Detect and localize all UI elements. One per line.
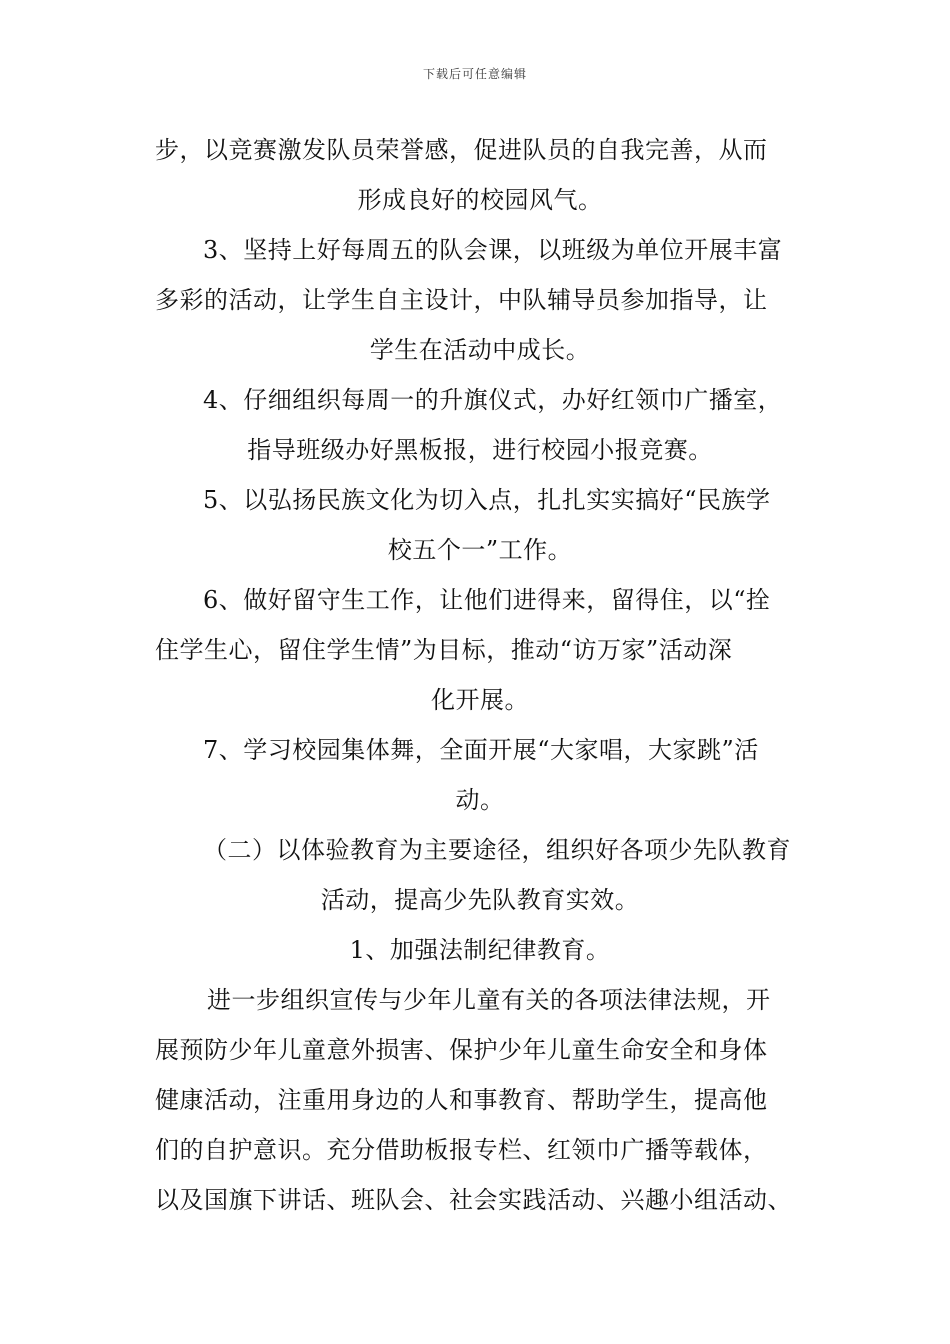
text-line: 学生在活动中成长。 bbox=[369, 336, 591, 364]
text-line: 健康活动，注重用身边的人和事教育、帮助学生，提高他 bbox=[155, 1086, 768, 1114]
text-line: 7、学习校园集体舞，全面开展“大家唱，大家跳”活 bbox=[203, 736, 759, 764]
text-line: 多彩的活动，让学生自主设计，中队辅导员参加指导，让 bbox=[155, 286, 768, 314]
section-heading-cont: 活动，提高少先队教育实效。 bbox=[320, 886, 640, 914]
text-line: 们的自护意识。充分借助板报专栏、红领巾广播等载体， bbox=[155, 1136, 768, 1164]
page-header: 下载后可任意编辑 bbox=[422, 67, 527, 81]
text-line: 动。 bbox=[455, 786, 505, 814]
document-body bbox=[155, 125, 805, 1225]
text-line: 以及国旗下讲话、班队会、社会实践活动、兴趣小组活动、 bbox=[155, 1186, 792, 1214]
text-line: 住学生心，留住学生情”为目标，推动“访万家”活动深 bbox=[155, 636, 733, 664]
text-line: 6、做好留守生工作，让他们进得来，留得住，以“拴 bbox=[203, 586, 771, 614]
text-line: 5、以弘扬民族文化为切入点，扎扎实实搞好“民族学 bbox=[203, 486, 771, 514]
subsection-heading: 1、加强法制纪律教育。 bbox=[349, 936, 611, 964]
section-heading: （二）以体验教育为主要途径，组织好各项少先队教育 bbox=[203, 836, 791, 864]
text-line: 4、仔细组织每周一的升旗仪式，办好红领巾广播室， bbox=[203, 386, 783, 414]
text-line: 3、坚持上好每周五的队会课，以班级为单位开展丰富 bbox=[203, 236, 783, 264]
text-line: 步，以竞赛激发队员荣誉感，促进队员的自我完善，从而 bbox=[155, 136, 768, 164]
text-line: 展预防少年儿童意外损害、保护少年儿童生命安全和身体 bbox=[155, 1036, 768, 1064]
text-line: 化开展。 bbox=[431, 686, 529, 714]
text-line: 指导班级办好黑板报，进行校园小报竞赛。 bbox=[247, 436, 713, 464]
text-line: 进一步组织宣传与少年儿童有关的各项法律法规，开 bbox=[207, 986, 771, 1014]
text-line: 形成良好的校园风气。 bbox=[357, 186, 603, 214]
text-line: 校五个一”工作。 bbox=[387, 536, 573, 564]
